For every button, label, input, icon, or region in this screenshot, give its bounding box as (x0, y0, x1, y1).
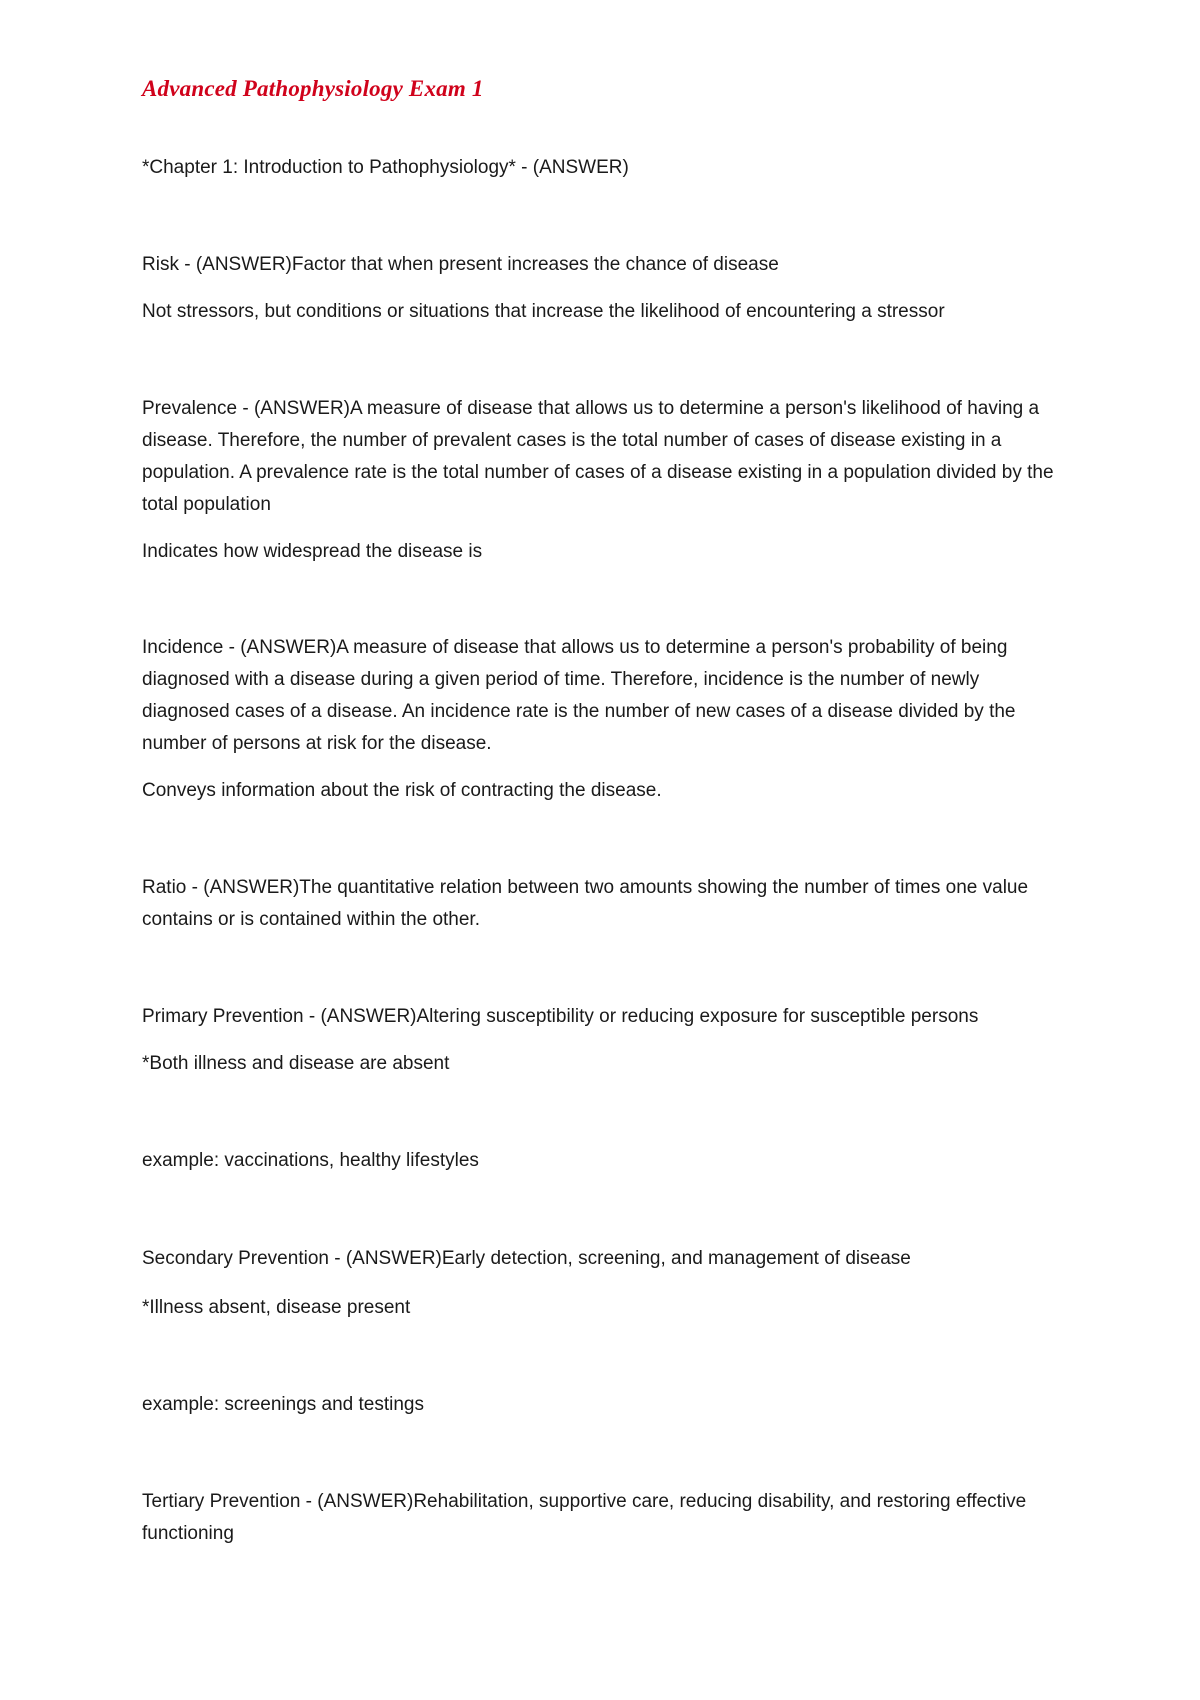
prevalence-note: Indicates how widespread the disease is (142, 541, 483, 562)
incidence-definition: Incidence - (ANSWER)A measure of disease that allows us to determine a person's probability of being diagnosed with a disease during a given period of time. Therefore, incidence is the number of newly diagnosed cases of a disease. An incidence rate is the number of new cases of a disease divided by the number of persons at risk for the disease. (142, 637, 1016, 754)
prevalence-definition: Prevalence - (ANSWER)A measure of disease that allows us to determine a person's likelihood of having a disease. Therefore, the number of prevalent cases is the total number of cases of disease existing in a population. A prevalence rate is the total number of cases of a disease existing in a population divided by the total population (142, 398, 1054, 515)
primary-prevention-note: *Both illness and disease are absent (142, 1053, 450, 1074)
secondary-prevention-definition: Secondary Prevention - (ANSWER)Early detection, screening, and management of disease (142, 1248, 911, 1269)
secondary-prevention-example: example: screenings and testings (142, 1394, 424, 1415)
primary-prevention-definition: Primary Prevention - (ANSWER)Altering susceptibility or reducing exposure for susceptible persons (142, 1006, 979, 1027)
risk-note: Not stressors, but conditions or situations that increase the likelihood of encountering a stressor (142, 301, 945, 322)
chapter-heading: *Chapter 1: Introduction to Pathophysiology* - (ANSWER) (142, 157, 629, 178)
incidence-note: Conveys information about the risk of contracting the disease. (142, 780, 662, 801)
tertiary-prevention-definition: Tertiary Prevention - (ANSWER)Rehabilitation, supportive care, reducing disability, and restoring effective functioning (142, 1491, 1027, 1544)
risk-definition: Risk - (ANSWER)Factor that when present increases the chance of disease (142, 254, 779, 275)
primary-prevention-example: example: vaccinations, healthy lifestyles (142, 1150, 479, 1171)
ratio-definition: Ratio - (ANSWER)The quantitative relation between two amounts showing the number of times one value contains or is contained within the other. (142, 877, 1029, 930)
secondary-prevention-note: *Illness absent, disease present (142, 1297, 411, 1318)
document-title: Advanced Pathophysiology Exam 1 (142, 76, 484, 101)
